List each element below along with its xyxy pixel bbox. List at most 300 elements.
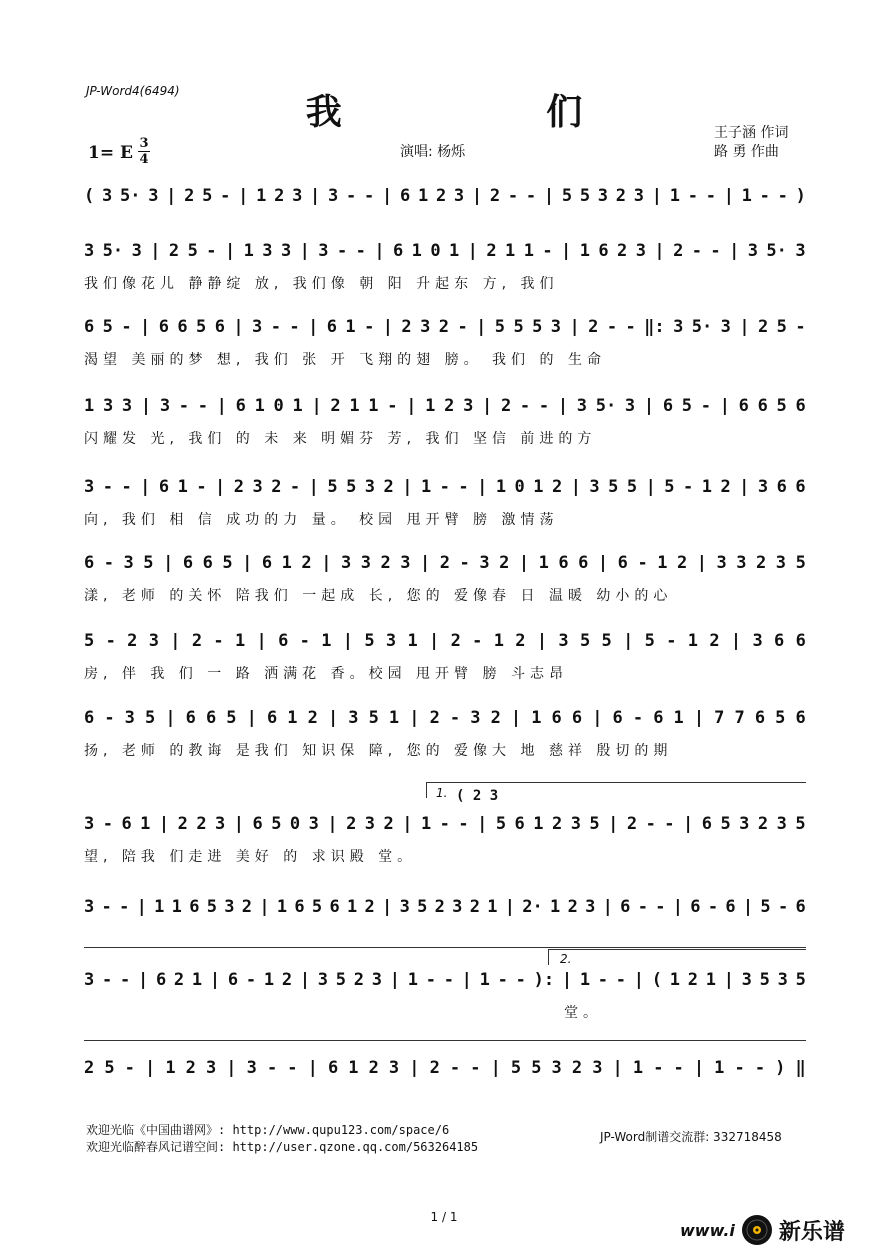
- note: -: [734, 1058, 745, 1078]
- barline: |: [645, 477, 656, 497]
- note: -: [101, 897, 112, 917]
- note: 5: [368, 708, 379, 728]
- note: 6: [598, 241, 609, 261]
- second-ending-bracket: [548, 949, 806, 950]
- notation-row: [84, 893, 806, 921]
- note: 5: [494, 317, 506, 337]
- note: 1: [714, 1058, 725, 1078]
- note: 5: [226, 708, 237, 728]
- note: 6: [690, 897, 701, 917]
- note: 3: [776, 814, 787, 834]
- barline: |: [165, 708, 176, 728]
- note: 1: [669, 186, 680, 206]
- note: 3: [131, 241, 142, 261]
- note: 3: [736, 553, 747, 573]
- barline: ‖: [795, 1058, 806, 1078]
- barline: |: [729, 241, 740, 261]
- note: 3: [84, 814, 95, 834]
- barline: |: [570, 477, 581, 497]
- note: 5: [626, 477, 638, 497]
- note: 5: [775, 708, 786, 728]
- note: 5: [206, 897, 217, 917]
- note: -: [387, 396, 398, 416]
- barline: |: [467, 241, 478, 261]
- note: 2: [571, 1058, 583, 1078]
- note: 3: [148, 631, 159, 651]
- note: 6: [795, 897, 806, 917]
- note: 2: [435, 186, 447, 206]
- note: 1: [632, 1058, 644, 1078]
- notation-row: [84, 237, 806, 265]
- note: 6: [776, 477, 787, 497]
- note: 6: [326, 317, 337, 337]
- note: -: [542, 241, 553, 261]
- barline: |: [608, 814, 619, 834]
- barline: |: [308, 477, 319, 497]
- note: 5·: [766, 241, 787, 261]
- note: 6: [392, 241, 404, 261]
- note: 3: [340, 553, 352, 573]
- note: 2: [720, 477, 731, 497]
- note: 2: [429, 708, 440, 728]
- note: 5: [346, 477, 357, 497]
- note: 6: [795, 396, 806, 416]
- note: 5: [311, 897, 323, 917]
- note: -: [710, 241, 721, 261]
- note: 6: [399, 186, 411, 206]
- note: -: [472, 631, 483, 651]
- note: 6: [754, 708, 766, 728]
- lyrics-row: 向, 我们 相 信 成功的力 量。 校园 甩开臂 膀 激情荡: [84, 512, 559, 528]
- note: 2: [241, 897, 253, 917]
- note: 2: [271, 477, 282, 497]
- barline: |: [209, 970, 221, 990]
- barline: |: [612, 1058, 623, 1078]
- lyrics-row: 我们像花儿 静静绽 放, 我们像 朝 阳 升起东 方, 我们: [84, 276, 559, 292]
- note: 3: [205, 1058, 217, 1078]
- note: -: [519, 396, 531, 416]
- barline: |: [342, 631, 353, 651]
- note: 2: [301, 553, 312, 573]
- barline: |: [739, 477, 750, 497]
- note: 5: [196, 317, 207, 337]
- notation-row: [84, 473, 806, 501]
- note: 1: [533, 477, 544, 497]
- note: 1: [673, 708, 684, 728]
- note: 1: [479, 970, 490, 990]
- barline: |: [158, 814, 170, 834]
- note: -: [425, 970, 436, 990]
- barline: |: [307, 1058, 318, 1078]
- lyrics-row: 渴望 美丽的梦 想, 我们 张 开 飞翔的翅 膀。 我们 的 生命: [84, 352, 606, 368]
- barline: |: [477, 477, 488, 497]
- note: 2: [429, 1058, 440, 1078]
- note: -: [346, 186, 357, 206]
- barline: |: [561, 241, 572, 261]
- note: 1: [493, 631, 504, 651]
- note: 3: [84, 970, 95, 990]
- note: 5·: [595, 396, 617, 416]
- note: -: [178, 396, 190, 416]
- note: 3: [420, 317, 431, 337]
- note: 3: [159, 396, 171, 416]
- barline: |: [382, 897, 393, 917]
- note: 6: [795, 477, 806, 497]
- note: 6: [189, 897, 200, 917]
- note: 3: [597, 186, 609, 206]
- barline: |: [402, 814, 413, 834]
- note: 5: [144, 708, 156, 728]
- barline: |: [170, 631, 181, 651]
- note: 3: [148, 186, 159, 206]
- note: 2: [168, 241, 180, 261]
- note: 3: [388, 1058, 400, 1078]
- note: 3: [252, 317, 263, 337]
- note: 2: [615, 186, 627, 206]
- note: 3: [121, 396, 133, 416]
- note: 3: [752, 631, 763, 651]
- note: (: [651, 970, 662, 990]
- note: 1: [669, 970, 680, 990]
- first-ending-tick: [426, 782, 427, 798]
- note: 3: [570, 814, 581, 834]
- note: 2: [588, 317, 599, 337]
- note: -: [497, 970, 508, 990]
- note: 6: [294, 897, 305, 917]
- note: 2: [757, 317, 769, 337]
- note: 2: [364, 897, 375, 917]
- note: 1: [177, 477, 188, 497]
- barline: |: [504, 897, 515, 917]
- note: -: [795, 317, 806, 337]
- barline: |: [597, 553, 609, 573]
- barline: |: [518, 553, 530, 573]
- note: 1: [254, 396, 265, 416]
- note: 3: [720, 317, 731, 337]
- notation-row: [84, 313, 806, 341]
- note: -: [664, 814, 675, 834]
- note: -: [104, 708, 115, 728]
- note: 3: [463, 396, 474, 416]
- barline: |: [693, 708, 705, 728]
- note: -: [270, 317, 281, 337]
- barline: |: [310, 186, 321, 206]
- note: -: [470, 1058, 481, 1078]
- lyrics-row: 闪耀发 光, 我们 的 未 来 明媚芬 芳, 我们 坚信 前进的方: [84, 431, 597, 447]
- barline: |: [477, 814, 488, 834]
- note: 1: [705, 970, 716, 990]
- note: 1: [449, 241, 460, 261]
- barline: |: [482, 396, 493, 416]
- note: 3: [775, 553, 787, 573]
- note: 6: [252, 814, 263, 834]
- barline: |: [651, 186, 662, 206]
- note: 6: [121, 814, 132, 834]
- note: 3: [262, 241, 273, 261]
- barline: |: [476, 317, 487, 337]
- note: -: [615, 970, 627, 990]
- note: 3: [399, 897, 410, 917]
- note: 6: [757, 396, 768, 416]
- note: 3: [246, 1058, 257, 1078]
- note: 3: [479, 553, 490, 573]
- note: 6: [653, 708, 664, 728]
- barline: |: [150, 241, 161, 261]
- barline: |: [327, 814, 338, 834]
- system-separator-2: [84, 1040, 806, 1041]
- notation-row: [84, 627, 806, 655]
- note: -: [196, 477, 207, 497]
- note: 3: [348, 708, 359, 728]
- site-brand[interactable]: [680, 1214, 845, 1246]
- note: 3: [550, 317, 562, 337]
- note: 3: [576, 396, 588, 416]
- note: 2: [330, 396, 341, 416]
- note: -: [101, 970, 113, 990]
- note: 3: [624, 396, 636, 416]
- note: 6: [578, 553, 589, 573]
- barline: |: [389, 970, 400, 990]
- notation-row: [84, 810, 806, 838]
- note: 3: [385, 631, 397, 651]
- note: 2: [184, 186, 195, 206]
- note: 3: [224, 897, 235, 917]
- barline: |: [406, 396, 417, 416]
- barline: |: [226, 1058, 237, 1078]
- note: 6: [177, 317, 188, 337]
- note: -: [336, 241, 348, 261]
- barline: |: [140, 396, 152, 416]
- note: -: [666, 631, 677, 651]
- time-signature-top: 3: [139, 136, 149, 151]
- barline: |: [739, 317, 750, 337]
- note: 6: [84, 708, 95, 728]
- footer-link-qzone[interactable]: 欢迎光临醉春风记谱空间: http://user.qzone.qq.com/563264185: [86, 1140, 479, 1154]
- barline: |: [256, 631, 267, 651]
- note: (: [84, 186, 95, 206]
- note: 1: [281, 553, 292, 573]
- note: -: [124, 1058, 135, 1078]
- note: 3: [589, 477, 600, 497]
- note: 1: [276, 897, 288, 917]
- system-separator: [84, 947, 806, 948]
- note: 5: [601, 631, 612, 651]
- note: 5: [417, 897, 428, 917]
- note: 1: [191, 970, 203, 990]
- barline: |: [409, 708, 420, 728]
- note: 3: [452, 897, 463, 917]
- note: 2: [383, 814, 394, 834]
- note: 2: [346, 814, 357, 834]
- note: 1: [550, 897, 561, 917]
- note: -: [289, 477, 301, 497]
- note: 5·: [691, 317, 713, 337]
- note: -: [525, 186, 537, 206]
- note: 6: [725, 897, 736, 917]
- note: 1: [292, 396, 303, 416]
- note: 1: [531, 708, 542, 728]
- notation-row: [84, 1054, 806, 1082]
- note: -: [121, 477, 132, 497]
- note: -: [121, 317, 132, 337]
- note: 6: [185, 708, 196, 728]
- note: 2: [709, 631, 720, 651]
- note: 5: [532, 317, 543, 337]
- note: 5: [561, 186, 573, 206]
- note: 3: [400, 553, 411, 573]
- barline: |: [723, 970, 734, 990]
- barline: |: [471, 186, 483, 206]
- qq-group-label: JP-Word制谱交流群: 332718458: [600, 1130, 782, 1144]
- barline: ):: [533, 970, 555, 990]
- note: 1: [321, 631, 332, 651]
- barline: |: [730, 631, 742, 651]
- note: 6: [202, 553, 213, 573]
- barline: |: [381, 186, 393, 206]
- note: 3: [123, 553, 134, 573]
- note: 2: [281, 970, 293, 990]
- barline: |: [742, 897, 754, 917]
- note: -: [299, 631, 310, 651]
- note: -: [102, 477, 113, 497]
- note: 6: [205, 708, 217, 728]
- barline: |: [259, 897, 270, 917]
- note: 6: [795, 708, 806, 728]
- note: -: [597, 970, 609, 990]
- note: 6: [738, 396, 749, 416]
- note: 1: [171, 897, 182, 917]
- note: 1: [154, 897, 165, 917]
- barline: |: [592, 708, 603, 728]
- barline: |: [654, 241, 665, 261]
- note: 5: [608, 477, 619, 497]
- note: ): [795, 186, 806, 206]
- note: 7: [714, 708, 725, 728]
- note: 2: [434, 897, 445, 917]
- note: 1: [579, 970, 591, 990]
- barline: |: [327, 708, 339, 728]
- note: 2: [84, 1058, 95, 1078]
- note: 6: [214, 317, 225, 337]
- note: -: [119, 897, 130, 917]
- barline: |: [490, 1058, 501, 1078]
- note: 3: [84, 477, 95, 497]
- note: 5: [104, 1058, 115, 1078]
- note: -: [691, 241, 702, 261]
- note: 3: [585, 897, 596, 917]
- note: 1: [407, 970, 418, 990]
- note: 1: [579, 241, 590, 261]
- note: -: [645, 814, 656, 834]
- note: 5: [513, 317, 524, 337]
- note: 3: [739, 814, 750, 834]
- note: -: [364, 186, 375, 206]
- note: 6: [84, 553, 95, 573]
- note: 3: [716, 553, 727, 573]
- note: 1: [657, 553, 668, 573]
- note: 0: [273, 396, 284, 416]
- barline: |: [561, 970, 573, 990]
- barline: |: [321, 553, 332, 573]
- footer-link-qupu[interactable]: 欢迎光临《中国曲谱网》: http://www.qupu123.com/space/6: [86, 1123, 450, 1137]
- note: -: [632, 708, 644, 728]
- note: 1: [368, 396, 379, 416]
- barline: |: [140, 477, 151, 497]
- note: -: [245, 970, 257, 990]
- barline: |: [224, 241, 236, 261]
- barline: |: [136, 897, 147, 917]
- note: 1: [243, 241, 254, 261]
- note: 6: [617, 553, 628, 573]
- barline: |: [246, 708, 257, 728]
- note: 3: [124, 708, 135, 728]
- barline: |: [536, 631, 548, 651]
- note: -: [700, 396, 711, 416]
- note: 2: [617, 241, 628, 261]
- note: 1: [256, 186, 267, 206]
- note: 5: [364, 631, 375, 651]
- note: 2: [515, 631, 526, 651]
- note: 1: [349, 396, 360, 416]
- note: 1: [388, 708, 400, 728]
- note: 1: [140, 814, 151, 834]
- barline: |: [311, 396, 322, 416]
- lyrics-row: 扬, 老师 的教诲 是我们 知识保 障, 您的 爱像大 地 慈祥 殷切的期: [84, 743, 673, 759]
- barline: |: [602, 897, 613, 917]
- singer-credit: 演唱: 杨烁: [400, 144, 466, 160]
- note: 1: [523, 241, 534, 261]
- brand-url: www.i: [680, 1220, 735, 1240]
- note: -: [606, 317, 618, 337]
- note: 1: [487, 897, 498, 917]
- note: 6: [158, 477, 170, 497]
- barline: |: [693, 1058, 705, 1078]
- note: 1: [741, 186, 752, 206]
- note: -: [673, 1058, 684, 1078]
- barline: |: [557, 396, 569, 416]
- note: -: [364, 317, 375, 337]
- barline: ‖:: [644, 317, 665, 337]
- note: 3: [328, 186, 339, 206]
- note: 3: [747, 241, 758, 261]
- note: 2·: [522, 897, 543, 917]
- note: 1: [234, 631, 246, 651]
- note: 2: [673, 241, 684, 261]
- barline: |: [163, 553, 174, 573]
- note: 2: [489, 186, 501, 206]
- first-ending-pickup: ( 2 3: [456, 788, 499, 804]
- note: 2: [567, 897, 578, 917]
- time-signature-bottom: 4: [139, 152, 149, 167]
- note: -: [457, 317, 468, 337]
- note: -: [449, 1058, 461, 1078]
- note: -: [105, 631, 116, 651]
- barline: |: [299, 241, 310, 261]
- note: 2: [439, 553, 451, 573]
- note: -: [683, 477, 694, 497]
- barline: |: [510, 708, 522, 728]
- note: 3: [558, 631, 569, 651]
- note: -: [705, 186, 716, 206]
- barline: |: [569, 317, 580, 337]
- lyricist-credit: 王子涵 作词: [714, 125, 789, 141]
- note: 5: [681, 396, 693, 416]
- notation-row: [84, 549, 806, 577]
- note: -: [777, 897, 789, 917]
- barline: |: [409, 1058, 420, 1078]
- note: 6: [329, 897, 340, 917]
- note: 2: [380, 553, 391, 573]
